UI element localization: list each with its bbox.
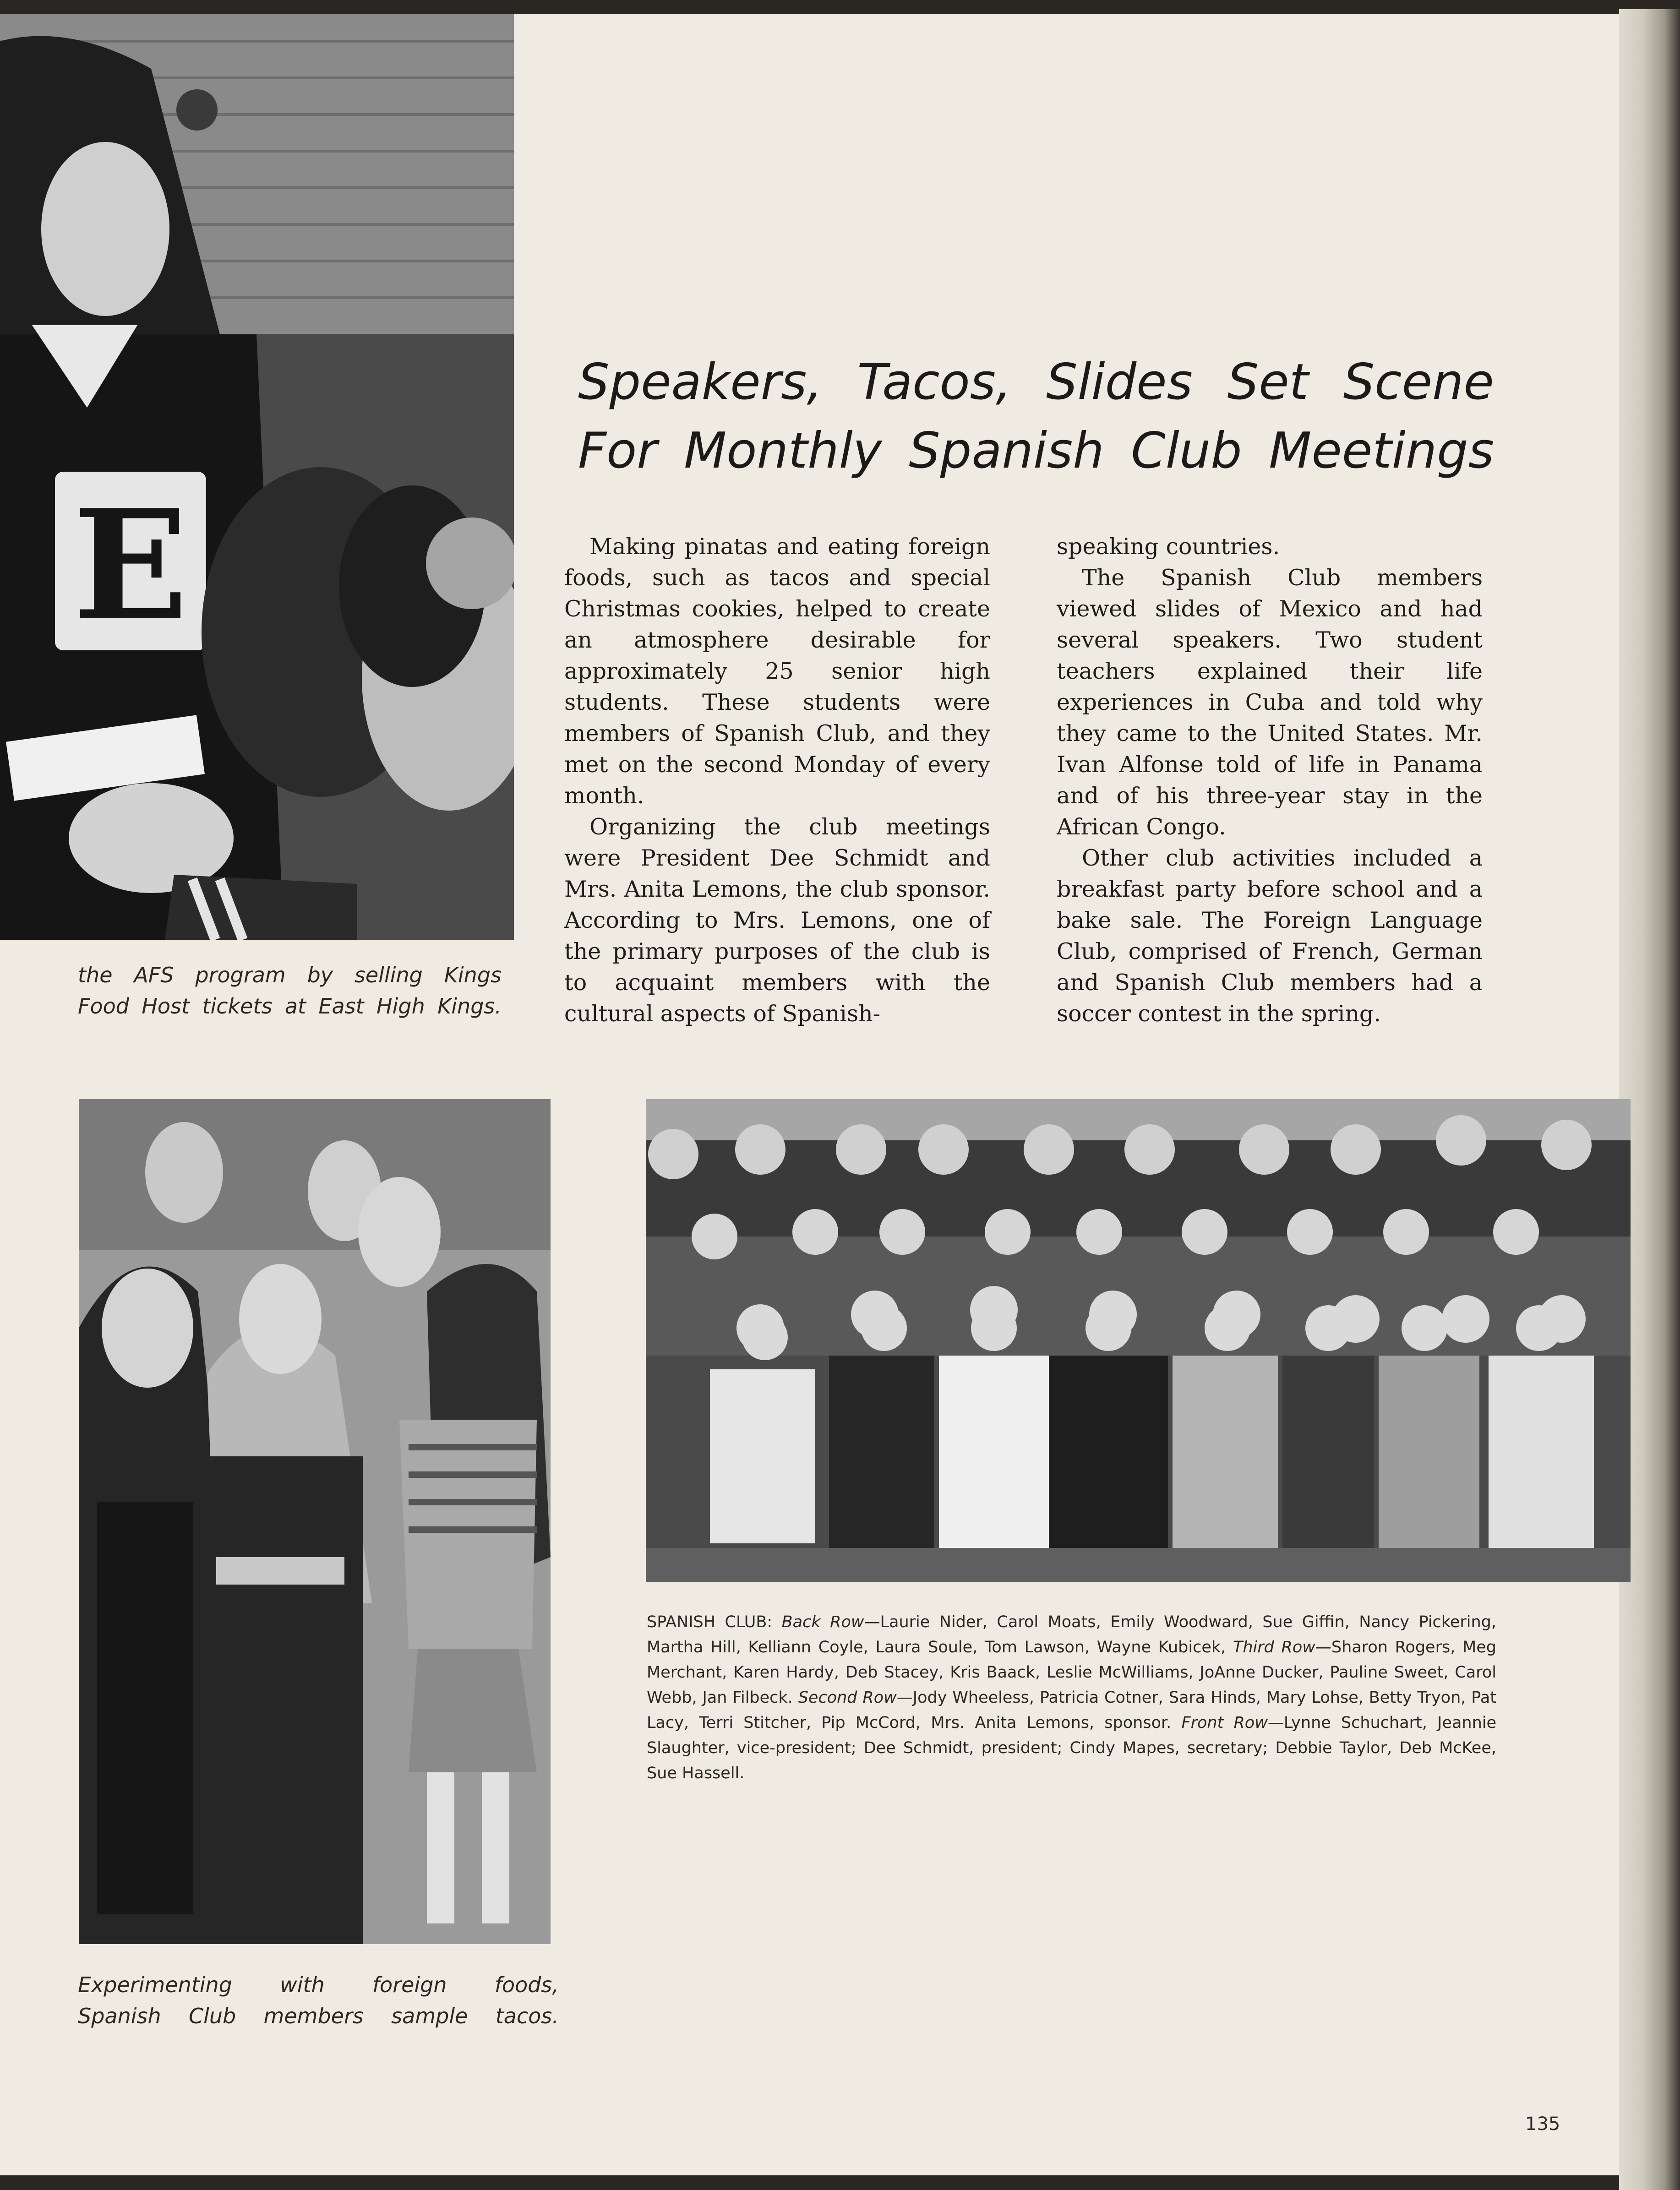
caption-line: Experimenting with foreign foods,: [78, 1972, 559, 1997]
paragraph: Organizing the club meetings were President Dee Schmidt and Mrs. Anita Lemons, the club sponsor. According to Mrs. Lemons, one of the primary purposes of the club is to acquaint members with the cultural aspects of Spanish-: [564, 814, 990, 1027]
group-photo-caption: [647, 1610, 1496, 1786]
article-headline: [578, 348, 1494, 485]
photo-caption-top: [78, 959, 502, 1022]
photo-spanish-club-group: [646, 1099, 1631, 1582]
headline-line-1: Speakers, Tacos, Slides Set Scene: [578, 354, 1494, 411]
second-row-label: Second Row: [798, 1689, 897, 1707]
third-row-label: Third Row: [1233, 1638, 1315, 1656]
back-row-names: —Laurie Nider, Carol Moats, Emily Woodward, Sue Giffin, Nancy Pickering, Martha Hill, Kelliann Coyle, Laura Soule, Tom Lawson, Wayne Kubicek,: [647, 1613, 1496, 1656]
paragraph: Other club activities included a breakfast party before school and a bake sale. The Foreign Language Club, comprised of French, German and Spanish Club members had a soccer contest in the spring.: [1057, 845, 1483, 1027]
front-row-names: —Lynne Schuchart, Jeannie Slaughter, vice-president; Dee Schmidt, president; Cindy Mapes, secretary; Debbie Taylor, Deb McKee, Sue Hassell.: [647, 1714, 1497, 1782]
back-row-label: Back Row: [781, 1613, 864, 1631]
third-row-names: —Sharon Rogers, Meg Merchant, Karen Hardy, Deb Stacey, Kris Baack, Leslie McWilliams, JoAnne Ducker, Pauline Sweet, Carol Webb, Jan Filbeck.: [647, 1638, 1496, 1707]
club-label: SPANISH CLUB:: [647, 1613, 782, 1631]
headline-line-2: For Monthly Spanish Club Meetings: [578, 422, 1494, 479]
paragraph-continued: speaking countries.: [1057, 534, 1280, 560]
caption-line: Spanish Club members sample tacos.: [78, 2004, 559, 2028]
caption-line: Food Host tickets at East High Kings.: [78, 994, 502, 1019]
paragraph: Making pinatas and eating foreign foods, such as tacos and special Christmas cookies, helped to create an atmosphere desirable for approximately 25 senior high students. These students were members of Spanish Club, and they met on the second Monday of every month.: [564, 534, 990, 809]
article-column-left: [564, 531, 990, 1030]
second-row-names: —Jody Wheeless, Patricia Cotner, Sara Hinds, Mary Lohse, Betty Tryon, Pat Lacy, Terri Stitcher, Pip McCord, Mrs. Anita Lemons, sponsor.: [647, 1689, 1496, 1732]
caption-line: the AFS program by selling Kings: [78, 963, 502, 987]
photo-students-tacos: [79, 1099, 551, 1944]
photo-cheerleaders-tickets: [0, 14, 514, 940]
article-column-right: [1057, 531, 1483, 1030]
paragraph: The Spanish Club members viewed slides of Mexico and had several speakers. Two student teachers explained their life experiences in Cuba and told why they came to the United States. Mr. Ivan Alfonse told of life in Panama and of his three-year stay in the African Congo.: [1057, 565, 1483, 840]
photo-caption-bottom: [78, 1969, 559, 2032]
page-number: 135: [1525, 2114, 1560, 2135]
front-row-label: Front Row: [1181, 1714, 1268, 1732]
e-letter: E: [73, 476, 188, 654]
